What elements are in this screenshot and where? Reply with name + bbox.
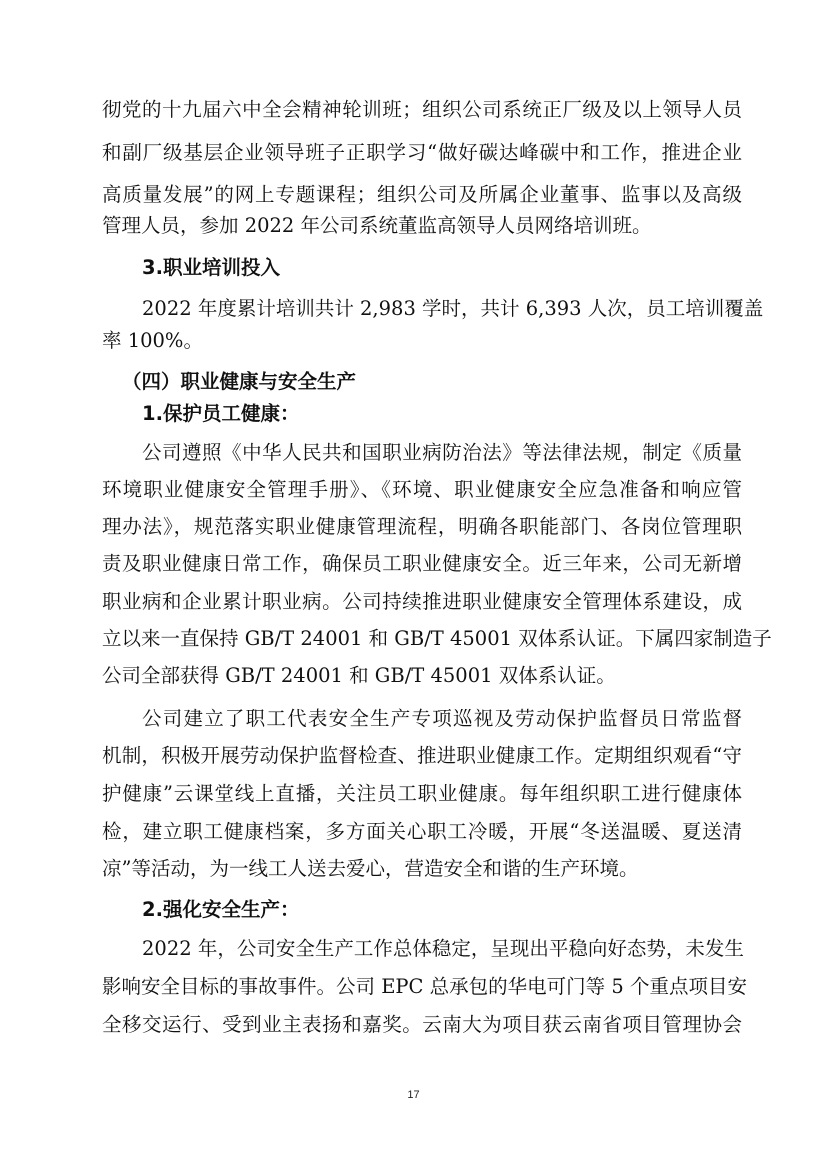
paragraph-line: 凉”等活动，为一线工人送去爱心，营造安全和谐的生产环境。: [102, 857, 639, 880]
paragraph-line: 责及职业健康日常工作，确保员工职业健康安全。近三年来，公司无新增: [102, 552, 742, 575]
paragraph-line: 全移交运行、受到业主表扬和嘉奖。云南大为项目获云南省项目管理协会: [102, 1013, 742, 1036]
paragraph-line: 影响安全目标的事故事件。公司 EPC 总承包的华电可门等 5 个重点项目安: [102, 975, 747, 998]
paragraph-line: 职业病和企业累计职业病。公司持续推进职业健康安全管理体系建设，成: [102, 590, 742, 613]
paragraph-line: 护健康”云课堂线上直播，关注员工职业健康。每年组织职工进行健康体: [102, 782, 742, 805]
section-heading: （四）职业健康与安全生产: [122, 370, 357, 393]
paragraph-line: 立以来一直保持 GB/T 24001 和 GB/T 45001 双体系认证。下属四家制造子: [102, 627, 772, 650]
paragraph-line: 机制，积极开展劳动保护监督检查、推进职业健康工作。定期组织观看“守: [102, 744, 742, 767]
heading-health: 1.保护员工健康：: [142, 402, 300, 425]
heading-safety: 2.强化安全生产：: [142, 898, 300, 921]
page-number: 17: [407, 1089, 420, 1101]
paragraph-line: 管理人员，参加 2022 年公司系统董监高领导人员网络培训班。: [102, 214, 652, 237]
paragraph-line: 检，建立职工健康档案，多方面关心职工冷暖，开展“冬送温暖、夏送清: [102, 820, 742, 843]
paragraph-line: 理办法》，规范落实职业健康管理流程，明确各职能部门、各岗位管理职: [102, 515, 742, 538]
paragraph-line: 彻党的十九届六中全会精神轮训班；组织公司系统正厂级及以上领导人员: [102, 98, 742, 121]
paragraph-line: 公司建立了职工代表安全生产专项巡视及劳动保护监督员日常监督: [142, 707, 742, 730]
paragraph-line: 高质量发展”的网上专题课程；组织公司及所属企业董事、监事以及高级: [102, 183, 742, 206]
paragraph-line: 率 100%。: [102, 329, 203, 352]
paragraph-line: 和副厂级基层企业领导班子正职学习“做好碳达峰碳中和工作，推进企业: [102, 141, 742, 164]
heading-training-investment: 3.职业培训投入: [142, 256, 280, 279]
paragraph-line: 公司遵照《中华人民共和国职业病防治法》等法律法规，制定《质量: [142, 441, 742, 464]
paragraph-line: 2022 年度累计培训共计 2,983 学时，共计 6,393 人次，员工培训覆盖: [142, 297, 764, 320]
paragraph-line: 2022 年，公司安全生产工作总体稳定，呈现出平稳向好态势，未发生: [142, 937, 744, 960]
paragraph-line: 环境职业健康安全管理手册》、《环境、职业健康安全应急准备和响应管: [102, 478, 742, 501]
paragraph-line: 公司全部获得 GB/T 24001 和 GB/T 45001 双体系认证。: [102, 664, 616, 687]
